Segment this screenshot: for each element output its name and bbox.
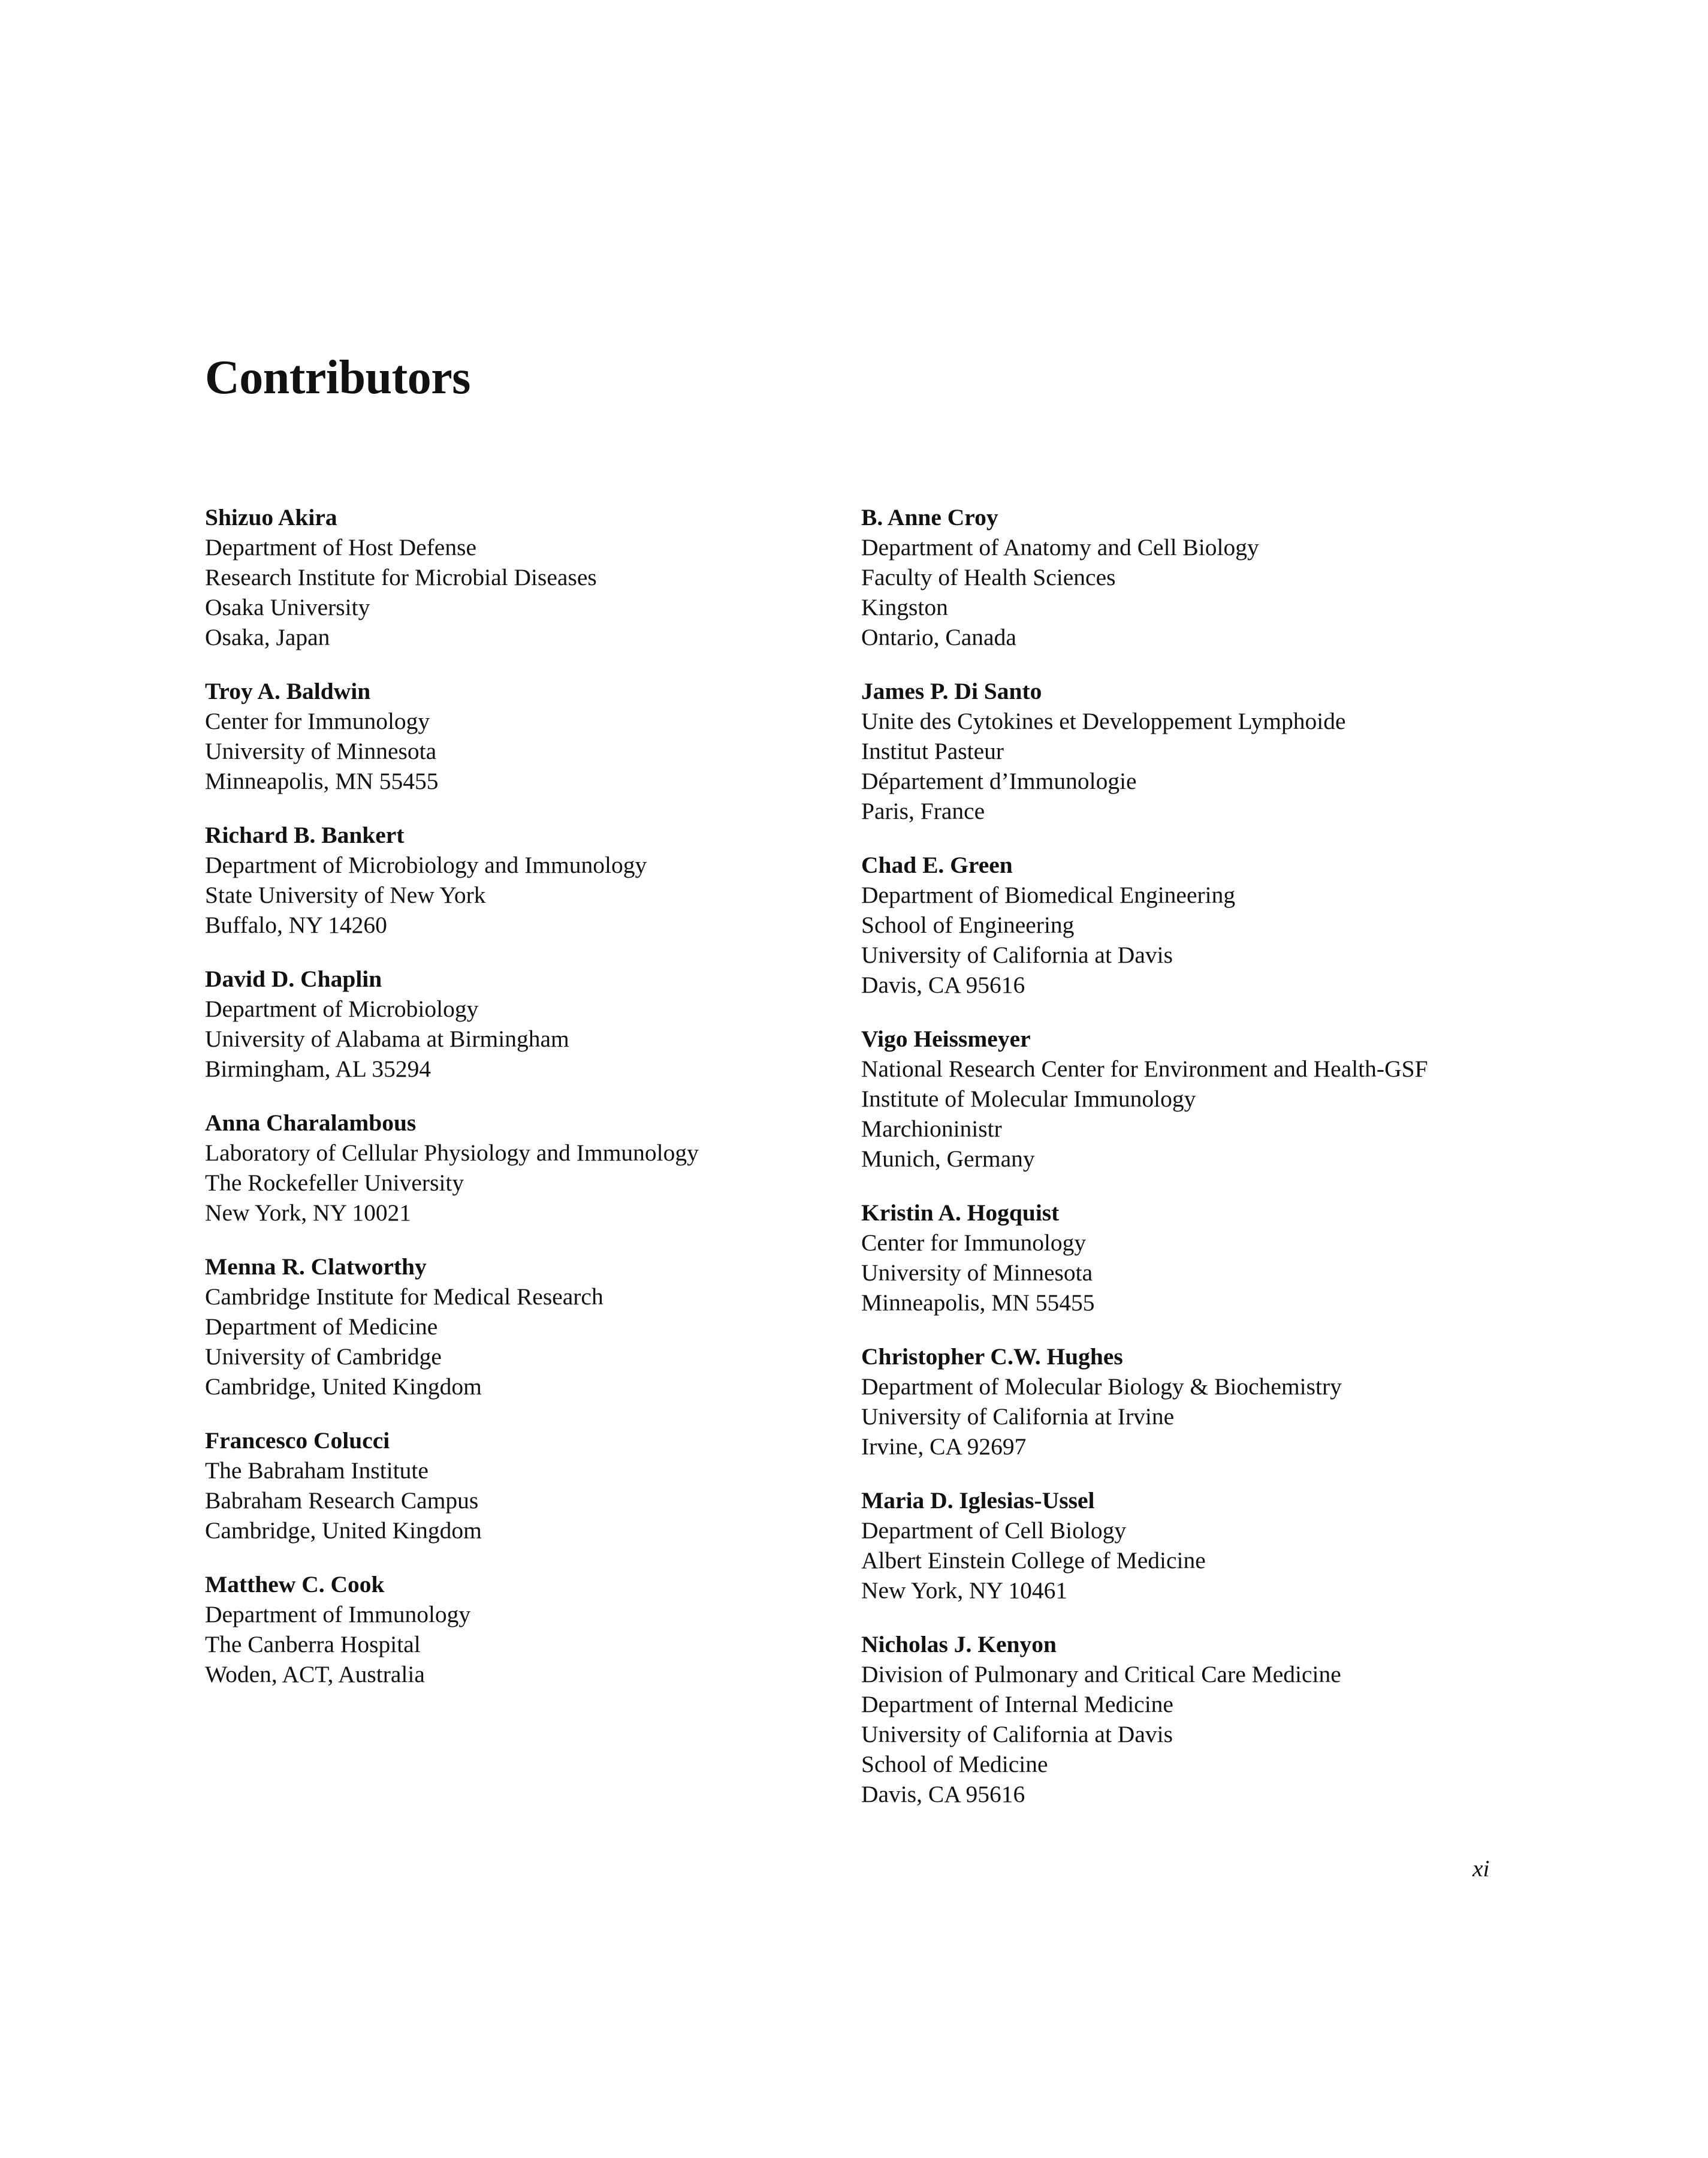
contributor-name: Shizuo Akira <box>205 504 337 531</box>
affiliation-line: New York, NY 10021 <box>205 1199 412 1226</box>
affiliation-line: New York, NY 10461 <box>861 1577 1068 1604</box>
affiliation-line: Munich, Germany <box>861 1146 1035 1172</box>
contributor-name: Nicholas J. Kenyon <box>861 1631 1057 1657</box>
affiliation-line: University of Alabama at Birmingham <box>205 1026 569 1052</box>
contributor-name: James P. Di Santo <box>861 678 1042 704</box>
affiliation-line: Minneapolis, MN 55455 <box>861 1289 1095 1316</box>
affiliation-line: Department of Medicine <box>205 1313 438 1340</box>
contributor-name: Troy A. Baldwin <box>205 678 371 704</box>
contributors-column-right <box>861 502 1508 1833</box>
contributor-entry <box>205 502 852 652</box>
affiliation-line: Albert Einstein College of Medicine <box>861 1547 1206 1574</box>
affiliation-line: Division of Pulmonary and Critical Care Medicine <box>861 1661 1341 1687</box>
affiliation-line: Woden, ACT, Australia <box>205 1661 425 1687</box>
affiliation-line: Department of Microbiology and Immunology <box>205 852 647 878</box>
affiliation-line: Kingston <box>861 594 948 620</box>
affiliation-line: University of California at Davis <box>861 942 1173 968</box>
affiliation-line: School of Engineering <box>861 912 1075 938</box>
contributor-entry <box>205 964 852 1084</box>
contributor-name: Christopher C.W. Hughes <box>861 1343 1123 1370</box>
contributor-name: B. Anne Croy <box>861 504 998 531</box>
contributor-name: Kristin A. Hogquist <box>861 1199 1060 1226</box>
contributor-name: Maria D. Iglesias-Ussel <box>861 1487 1095 1514</box>
affiliation-line: Institut Pasteur <box>861 738 1004 764</box>
contributor-entry <box>205 820 852 940</box>
affiliation-line: University of California at Davis <box>861 1721 1173 1747</box>
affiliation-line: Department of Biomedical Engineering <box>861 882 1236 908</box>
affiliation-line: The Babraham Institute <box>205 1457 428 1484</box>
affiliation-line: Paris, France <box>861 798 985 824</box>
affiliation-line: State University of New York <box>205 882 486 908</box>
affiliation-line: Department of Internal Medicine <box>861 1691 1173 1717</box>
contributor-name: Chad E. Green <box>861 852 1013 878</box>
affiliation-line: Department of Host Defense <box>205 534 476 560</box>
affiliation-line: University of Minnesota <box>205 738 437 764</box>
contributor-entry <box>205 1569 852 1689</box>
affiliation-line: Research Institute for Microbial Diseases <box>205 564 597 590</box>
affiliation-line: Davis, CA 95616 <box>861 972 1025 998</box>
contributor-entry <box>861 850 1508 1000</box>
affiliation-line: The Rockefeller University <box>205 1170 464 1196</box>
affiliation-line: Department of Immunology <box>205 1601 471 1627</box>
affiliation-line: Buffalo, NY 14260 <box>205 912 387 938</box>
affiliation-line: Laboratory of Cellular Physiology and Immunology <box>205 1140 699 1166</box>
affiliation-line: University of Minnesota <box>861 1259 1093 1286</box>
affiliation-line: Ontario, Canada <box>861 624 1016 650</box>
contributor-entry <box>861 1024 1508 1174</box>
contributor-name: Richard B. Bankert <box>205 822 405 848</box>
contributors-column-left <box>205 502 852 1713</box>
contributor-entry <box>861 1198 1508 1318</box>
contributor-name: Menna R. Clatworthy <box>205 1253 427 1280</box>
affiliation-line: Cambridge Institute for Medical Research <box>205 1283 603 1310</box>
contributor-name: Francesco Colucci <box>205 1427 390 1454</box>
affiliation-line: School of Medicine <box>861 1751 1048 1777</box>
affiliation-line: Osaka, Japan <box>205 624 330 650</box>
affiliation-line: Center for Immunology <box>205 708 430 734</box>
contributor-entry <box>861 502 1508 652</box>
affiliation-line: Department of Molecular Biology & Biochemistry <box>861 1373 1342 1400</box>
affiliation-line: Département d’Immunologie <box>861 768 1137 794</box>
affiliation-line: Irvine, CA 92697 <box>861 1433 1027 1460</box>
affiliation-line: Department of Microbiology <box>205 996 479 1022</box>
affiliation-line: Department of Cell Biology <box>861 1517 1127 1544</box>
affiliation-line: Davis, CA 95616 <box>861 1781 1025 1807</box>
affiliation-line: Center for Immunology <box>861 1229 1087 1256</box>
affiliation-line: Cambridge, United Kingdom <box>205 1373 482 1400</box>
contributor-name: Matthew C. Cook <box>205 1571 385 1598</box>
affiliation-line: Marchioninistr <box>861 1116 1002 1142</box>
affiliation-line: Institute of Molecular Immunology <box>861 1086 1196 1112</box>
contributor-entry <box>861 1342 1508 1461</box>
affiliation-line: Cambridge, United Kingdom <box>205 1517 482 1544</box>
affiliation-line: The Canberra Hospital <box>205 1631 421 1657</box>
page-number: xi <box>1472 1855 1490 1882</box>
affiliation-line: Osaka University <box>205 594 370 620</box>
contributor-entry <box>861 676 1508 826</box>
affiliation-line: University of Cambridge <box>205 1343 442 1370</box>
affiliation-line: Faculty of Health Sciences <box>861 564 1116 590</box>
contributor-entry <box>861 1629 1508 1809</box>
affiliation-line: University of California at Irvine <box>861 1403 1175 1430</box>
contributor-entry <box>205 1425 852 1545</box>
contributor-name: David D. Chaplin <box>205 966 382 992</box>
contributor-entry <box>205 676 852 796</box>
contributor-entry <box>861 1485 1508 1605</box>
contributor-name: Anna Charalambous <box>205 1110 417 1136</box>
affiliation-line: National Research Center for Environment and Health-GSF <box>861 1056 1428 1082</box>
contributor-name: Vigo Heissmeyer <box>861 1026 1031 1052</box>
affiliation-line: Department of Anatomy and Cell Biology <box>861 534 1259 560</box>
page-title: Contributors <box>205 351 470 404</box>
affiliation-line: Babraham Research Campus <box>205 1487 479 1514</box>
affiliation-line: Minneapolis, MN 55455 <box>205 768 439 794</box>
affiliation-line: Birmingham, AL 35294 <box>205 1056 431 1082</box>
affiliation-line: Unite des Cytokines et Developpement Lymphoide <box>861 708 1346 734</box>
contributor-entry <box>205 1108 852 1228</box>
contributor-entry <box>205 1252 852 1402</box>
